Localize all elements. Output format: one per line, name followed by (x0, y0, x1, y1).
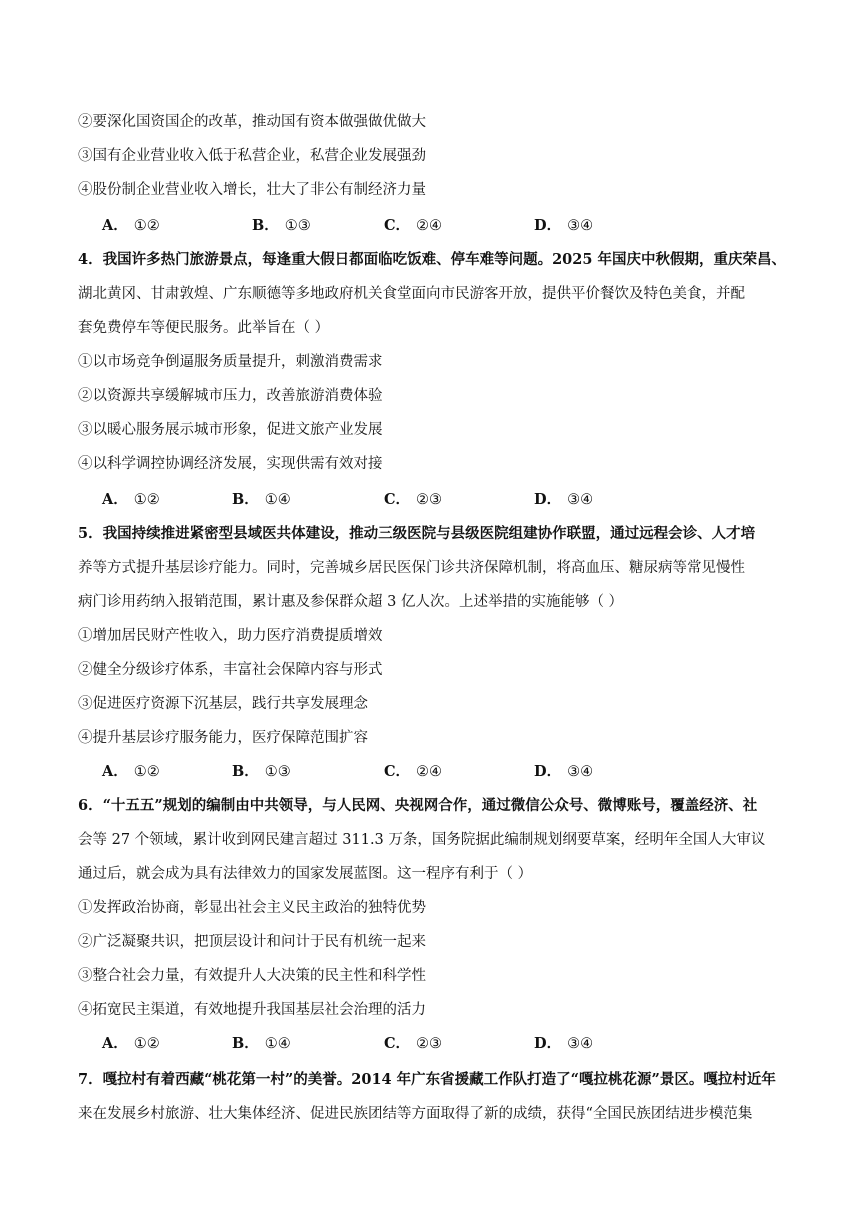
q5-statement-4: ④提升基层诊疗服务能力，医疗保障范围扩容 (78, 730, 368, 746)
q3-options (102, 216, 802, 236)
q5-statement-3: ③促进医疗资源下沉基层，践行共享发展理念 (78, 696, 368, 712)
q4-option-a[interactable]: A． ①② (102, 491, 160, 508)
q3-statement-3: ③国有企业营业收入低于私营企业，私营企业发展强劲 (78, 148, 426, 164)
q3-statement-2: ②要深化国资国企的改革，推动国有资本做强做优做大 (78, 114, 426, 130)
q5-options (102, 762, 802, 782)
q5-option-c[interactable]: C． ②④ (384, 763, 443, 780)
q6-option-b[interactable]: B． ①④ (232, 1035, 291, 1052)
q7-stem-line-1: 7．嘎拉村有着西藏“桃花第一村”的美誉。2014 年广东省援藏工作队打造了“嘎拉桃花源”景区。嘎拉村近年 (78, 1071, 776, 1088)
q6-statement-4: ④拓宽民主渠道，有效地提升我国基层社会治理的活力 (78, 1002, 426, 1018)
q6-option-a[interactable]: A． ①② (102, 1035, 160, 1052)
q3-option-a[interactable]: A． ①② (102, 217, 160, 234)
q5-statement-2: ②健全分级诊疗体系，丰富社会保障内容与形式 (78, 662, 383, 678)
q3-option-b[interactable]: B． ①③ (252, 217, 311, 234)
q3-option-c[interactable]: C． ②④ (384, 217, 443, 234)
q4-options (102, 490, 802, 510)
q4-statement-1: ①以市场竞争倒逼服务质量提升，刺激消费需求 (78, 354, 383, 370)
q4-statement-3: ③以暖心服务展示城市形象，促进文旅产业发展 (78, 422, 383, 438)
q4-stem-line-2: 湖北黄冈、甘肃敦煌、广东顺德等多地政府机关食堂面向市民游客开放，提供平价餐饮及特色美食，并配 (78, 286, 745, 302)
q6-stem-line-1: 6．“十五五”规划的编制由中共领导，与人民网、央视网合作，通过微信公众号、微博账号，覆盖经济、社 (78, 797, 758, 814)
q5-option-b[interactable]: B． ①③ (232, 763, 291, 780)
q5-stem-line-3: 病门诊用药纳入报销范围，累计惠及参保群众超 3 亿人次。上述举措的实施能够（ ） (78, 594, 624, 610)
q6-option-d[interactable]: D． ③④ (534, 1035, 594, 1052)
q6-statement-2: ②广泛凝聚共识，把顶层设计和问计于民有机统一起来 (78, 934, 426, 950)
q4-statement-2: ②以资源共享缓解城市压力，改善旅游消费体验 (78, 388, 383, 404)
q4-statement-4: ④以科学调控协调经济发展，实现供需有效对接 (78, 456, 383, 472)
q5-option-d[interactable]: D． ③④ (534, 763, 594, 780)
q6-statement-1: ①发挥政治协商，彰显出社会主义民主政治的独特优势 (78, 900, 426, 916)
q3-option-d[interactable]: D． ③④ (534, 217, 594, 234)
q4-option-c[interactable]: C． ②③ (384, 491, 443, 508)
q4-option-d[interactable]: D． ③④ (534, 491, 594, 508)
q3-statement-4: ④股份制企业营业收入增长，壮大了非公有制经济力量 (78, 182, 426, 198)
q5-statement-1: ①增加居民财产性收入，助力医疗消费提质增效 (78, 628, 383, 644)
q4-stem-line-1: 4．我国许多热门旅游景点，每逢重大假日都面临吃饭难、停车难等问题。2025 年国庆中秋假期，重庆荣昌、 (78, 251, 786, 268)
q6-stem-line-2: 会等 27 个领域，累计收到网民建言超过 311.3 万条，国务院据此编制规划纲要草案，经明年全国人大审议 (78, 832, 766, 848)
q6-stem-line-3: 通过后，就会成为具有法律效力的国家发展蓝图。这一程序有利于（ ） (78, 866, 533, 882)
q5-stem-line-2: 养等方式提升基层诊疗能力。同时，完善城乡居民医保门诊共济保障机制，将高血压、糖尿病等常见慢性 (78, 560, 745, 576)
q4-stem-line-3: 套免费停车等便民服务。此举旨在（ ） (78, 320, 330, 336)
q6-option-c[interactable]: C． ②③ (384, 1035, 443, 1052)
q5-stem-line-1: 5．我国持续推进紧密型县域医共体建设，推动三级医院与县级医院组建协作联盟，通过远程会诊、人才培 (78, 525, 756, 542)
q6-statement-3: ③整合社会力量，有效提升人大决策的民主性和科学性 (78, 968, 426, 984)
q5-option-a[interactable]: A． ①② (102, 763, 160, 780)
q6-options (102, 1034, 802, 1054)
q4-option-b[interactable]: B． ①④ (232, 491, 291, 508)
q7-stem-line-2: 来在发展乡村旅游、壮大集体经济、促进民族团结等方面取得了新的成绩，获得“全国民族团结进步模范集 (78, 1106, 753, 1122)
